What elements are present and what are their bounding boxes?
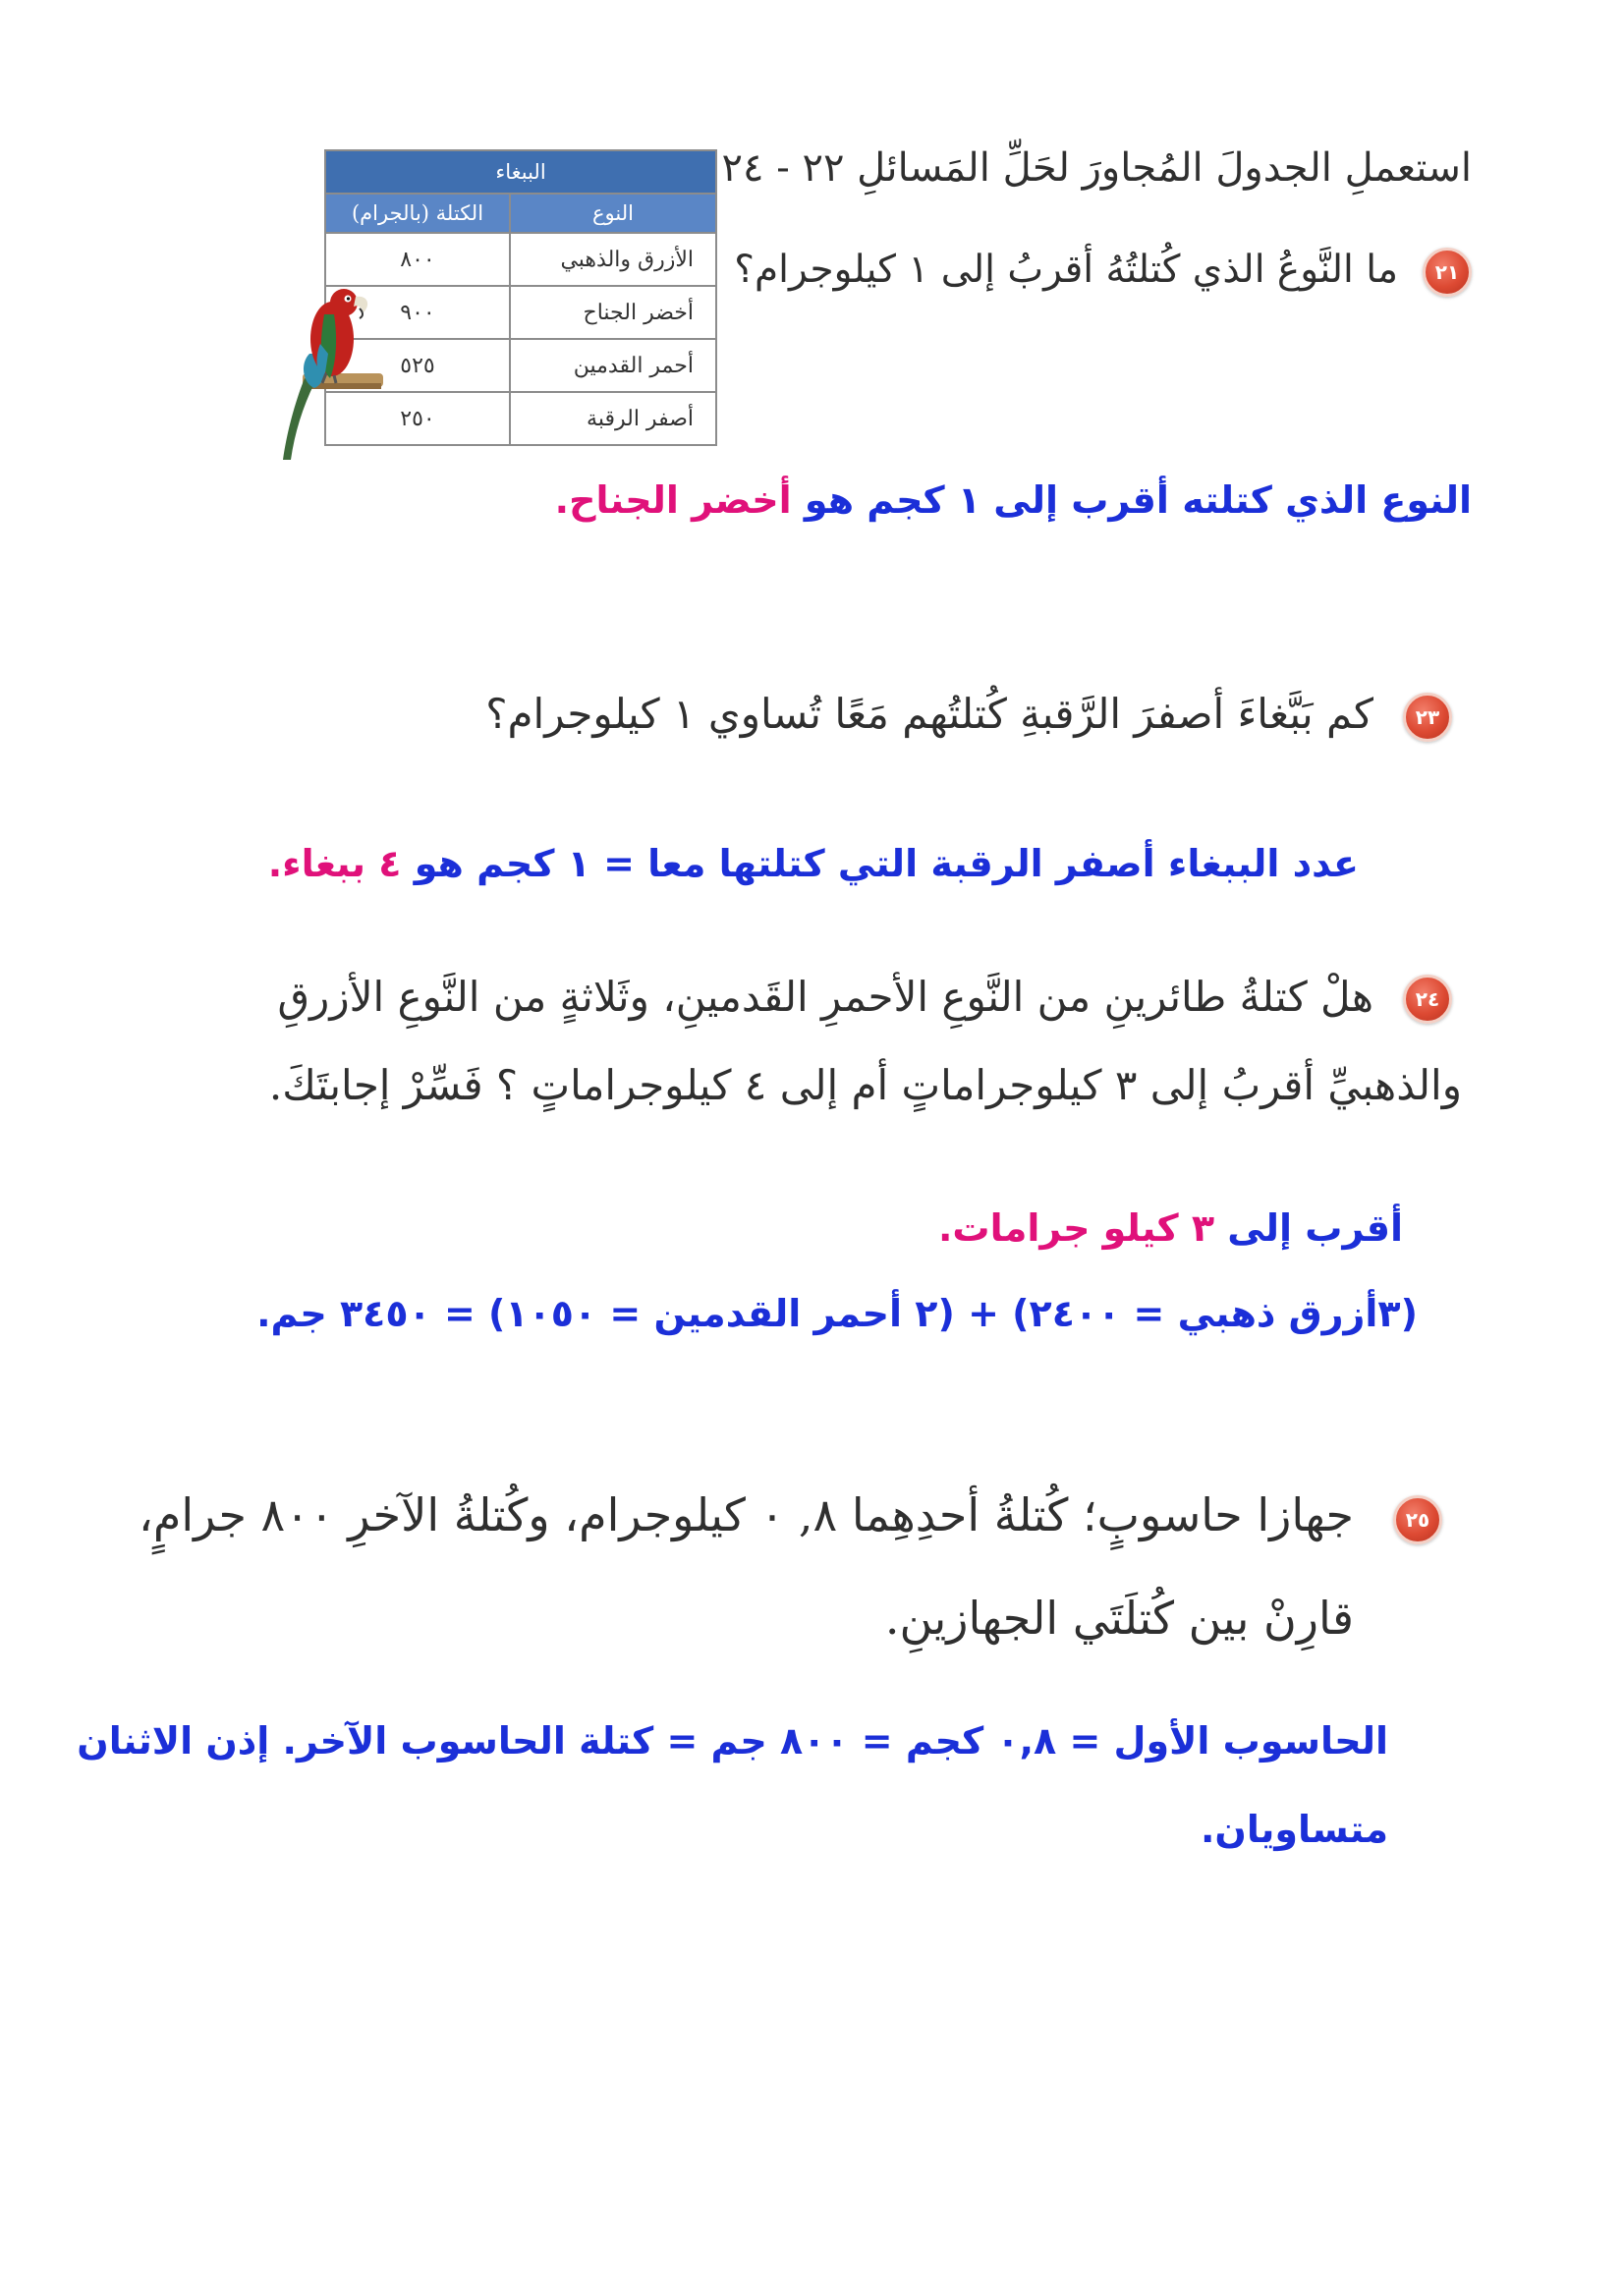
parrot-table bbox=[324, 149, 717, 446]
question-number-badge: ٢٥ bbox=[1393, 1495, 1442, 1544]
question-number-badge: ٢١ bbox=[1423, 248, 1472, 297]
table-cell-type: أخضر الجناح bbox=[510, 286, 716, 339]
table-cell-mass: ٩٠٠ bbox=[325, 286, 510, 339]
question-text: ما النَّوعُ الذي كُتلتُهُ أقربُ إلى ١ كيلوجرام؟ bbox=[734, 248, 1398, 292]
answer-text bbox=[555, 478, 1472, 522]
answer-part: النوع الذي كتلته أقرب إلى ١ كجم هو bbox=[791, 478, 1472, 522]
question-number-badge: ٢٤ bbox=[1403, 975, 1452, 1024]
answer-part: عدد الببغاء أصفر الرقبة التي كتلتها معا = ١ كجم هو bbox=[401, 842, 1359, 885]
table-cell-mass: ٥٢٥ bbox=[325, 339, 510, 392]
instruction-heading: استعملِ الجدولَ المُجاورَ لحَلِّ المَسائلِ ٢٢ - ٢٤ bbox=[721, 145, 1472, 191]
answer-part: أقرب إلى bbox=[1214, 1206, 1403, 1250]
answer-text: متساويان. bbox=[1200, 1808, 1388, 1851]
answer-highlight: ٣ كيلو جرامات. bbox=[937, 1206, 1215, 1250]
table-row bbox=[325, 233, 716, 286]
answer-text: (٣أزرق ذهبي = ٢٤٠٠) + (٢ أحمر القدمين = ١٠٥٠) = ٣٤٥٠ جم. bbox=[256, 1292, 1418, 1335]
table-cell-type: أحمر القدمين bbox=[510, 339, 716, 392]
question-text: قارِنْ بين كُتلَتَي الجهازينِ. bbox=[884, 1592, 1354, 1645]
table-row bbox=[325, 286, 716, 339]
table-cell-type: الأزرق والذهبي bbox=[510, 233, 716, 286]
table-cell-type: أصفر الرقبة bbox=[510, 392, 716, 445]
answer-text bbox=[938, 1206, 1403, 1250]
answer-highlight: ٤ ببغاء. bbox=[267, 842, 402, 885]
table-header-type: النوع bbox=[510, 194, 716, 233]
question-number-badge: ٢٣ bbox=[1403, 693, 1452, 742]
answer-highlight: أخضر الجناح. bbox=[554, 478, 792, 522]
question-text: كم بَبَّغاءَ أصفرَ الرَّقبةِ كُتلتُهم مَعًا تُساوي ١ كيلوجرام؟ bbox=[485, 690, 1373, 738]
table-row bbox=[325, 339, 716, 392]
question-text: والذهبيِّ أقربُ إلى ٣ كيلوجراماتٍ أم إلى ٤ كيلوجراماتٍ ؟ فَسِّرْ إجابتَكَ. bbox=[268, 1061, 1462, 1109]
question-text: جهازا حاسوبٍ؛ كُتلةُ أحدِهِما ٨, ٠ كيلوجرام، وكُتلةُ الآخرِ ٨٠٠ جرامٍ، bbox=[139, 1488, 1354, 1541]
table-cell-mass: ٢٥٠ bbox=[325, 392, 510, 445]
table-cell-mass: ٨٠٠ bbox=[325, 233, 510, 286]
answer-text bbox=[268, 842, 1359, 885]
question-text: هلْ كتلةُ طائرينِ من النَّوعِ الأحمرِ القَدمينِ، وثَلاثةٍ من النَّوعِ الأزرقِ bbox=[277, 973, 1373, 1021]
table-header-mass: الكتلة (بالجرام) bbox=[325, 194, 510, 233]
table-title: الببغاء bbox=[325, 150, 716, 194]
table-row bbox=[325, 392, 716, 445]
parrot-illustration bbox=[265, 285, 383, 462]
answer-text: الحاسوب الأول = ٠,٨ كجم = ٨٠٠ جم = كتلة الحاسوب الآخر. إذن الاثنان bbox=[77, 1719, 1388, 1763]
